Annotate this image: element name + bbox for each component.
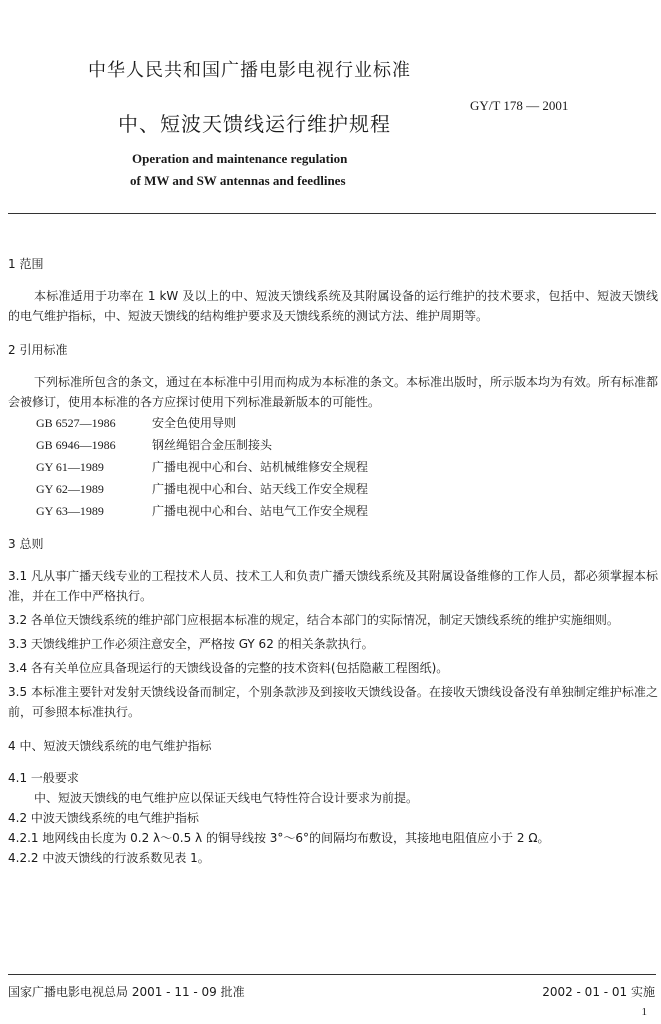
section-4-heading: 4 中、短波天馈线系统的电气维护指标 (8, 739, 212, 753)
english-title-line-1: Operation and maintenance regulation (132, 151, 348, 166)
reference-code: GY 63—1989 (36, 504, 104, 518)
subsection-4-2-heading: 4.2 中波天馈线系统的电气维护指标 (8, 811, 199, 825)
clause-3-1: 3.1 凡从事广播天线专业的工程技术人员、技术工人和负责广播天馈线系统及其附属设备维修的工作人员，都必须掌握本标准，并在工作中严格执行。 (8, 569, 658, 603)
approval-date: 国家广播电影电视总局 2001 - 11 - 09 批准 (8, 985, 245, 999)
section-1-paragraph: 本标准适用于功率在 1 kW 及以上的中、短波天馈线系统及其附属设备的运行维护的技术要求，包括中、短波天馈线的电气维护指标，中、短波天馈线的结构维护要求及天馈线系统的测试方法、维护周期等。 (8, 289, 658, 323)
subsection-4-1-heading: 4.1 一般要求 (8, 771, 79, 785)
reference-code: GY 61—1989 (36, 460, 104, 474)
footer-divider (8, 974, 656, 975)
reference-item (36, 500, 658, 522)
reference-title: 钢丝绳铝合金压制接头 (152, 438, 273, 452)
clause-3-4: 3.4 各有关单位应具备现运行的天馈线设备的完整的技术资料(包括隐蔽工程图纸)。 (8, 661, 449, 675)
header-divider (8, 213, 656, 214)
reference-item (36, 412, 658, 434)
document-title: 中、短波天馈线运行维护规程 (118, 112, 391, 136)
page-number: 1 (641, 1006, 647, 1018)
clause-4-2-2: 4.2.2 中波天馈线的行波系数见表 1。 (8, 851, 210, 865)
reference-code: GB 6527—1986 (36, 416, 116, 430)
reference-title: 广播电视中心和台、站天线工作安全规程 (152, 482, 369, 496)
implementation-date: 2002 - 01 - 01 实施 (542, 985, 655, 999)
reference-code: GB 6946—1986 (36, 438, 116, 452)
reference-item (36, 478, 658, 500)
reference-item (36, 434, 658, 456)
standard-code: GY/T 178 — 2001 (470, 98, 569, 113)
clause-3-2: 3.2 各单位天馈线系统的维护部门应根据本标准的规定，结合本部门的实际情况，制定天馈线系统的维护实施细则。 (8, 613, 619, 627)
document-body (8, 254, 658, 868)
reference-list (8, 412, 658, 522)
english-title-line-2: of MW and SW antennas and feedlines (130, 173, 346, 188)
subsection-4-1-paragraph: 中、短波天馈线的电气维护应以保证天线电气特性符合设计要求为前提。 (34, 791, 419, 805)
industry-standard-title: 中华人民共和国广播电影电视行业标准 (88, 60, 411, 81)
clause-3-3: 3.3 天馈线维护工作必须注意安全，严格按 GY 62 的相关条款执行。 (8, 637, 374, 651)
reference-item (36, 456, 658, 478)
section-3-heading: 3 总则 (8, 537, 44, 551)
section-1-heading: 1 范围 (8, 257, 44, 271)
clause-4-2-1: 4.2.1 地网线由长度为 0.2 λ～0.5 λ 的铜导线按 3°～6°的间隔均布敷设，其接地电阻值应小于 2 Ω。 (8, 831, 550, 845)
section-3-clauses (8, 566, 658, 722)
reference-title: 安全色使用导则 (152, 416, 237, 430)
reference-title: 广播电视中心和台、站电气工作安全规程 (152, 504, 369, 518)
clause-3-5: 3.5 本标准主要针对发射天馈线设备而制定，个别条款涉及到接收天馈线设备。在接收天馈线设备没有单独制定维护标准之前，可参照本标准执行。 (8, 685, 658, 719)
reference-title: 广播电视中心和台、站机械维修安全规程 (152, 460, 369, 474)
section-2-heading: 2 引用标准 (8, 343, 68, 357)
section-2-paragraph: 下列标准所包含的条文，通过在本标准中引用而构成为本标准的条文。本标准出版时，所示版本均为有效。所有标准都会被修订，使用本标准的各方应探讨使用下列标准最新版本的可能性。 (8, 375, 659, 409)
reference-code: GY 62—1989 (36, 482, 104, 496)
